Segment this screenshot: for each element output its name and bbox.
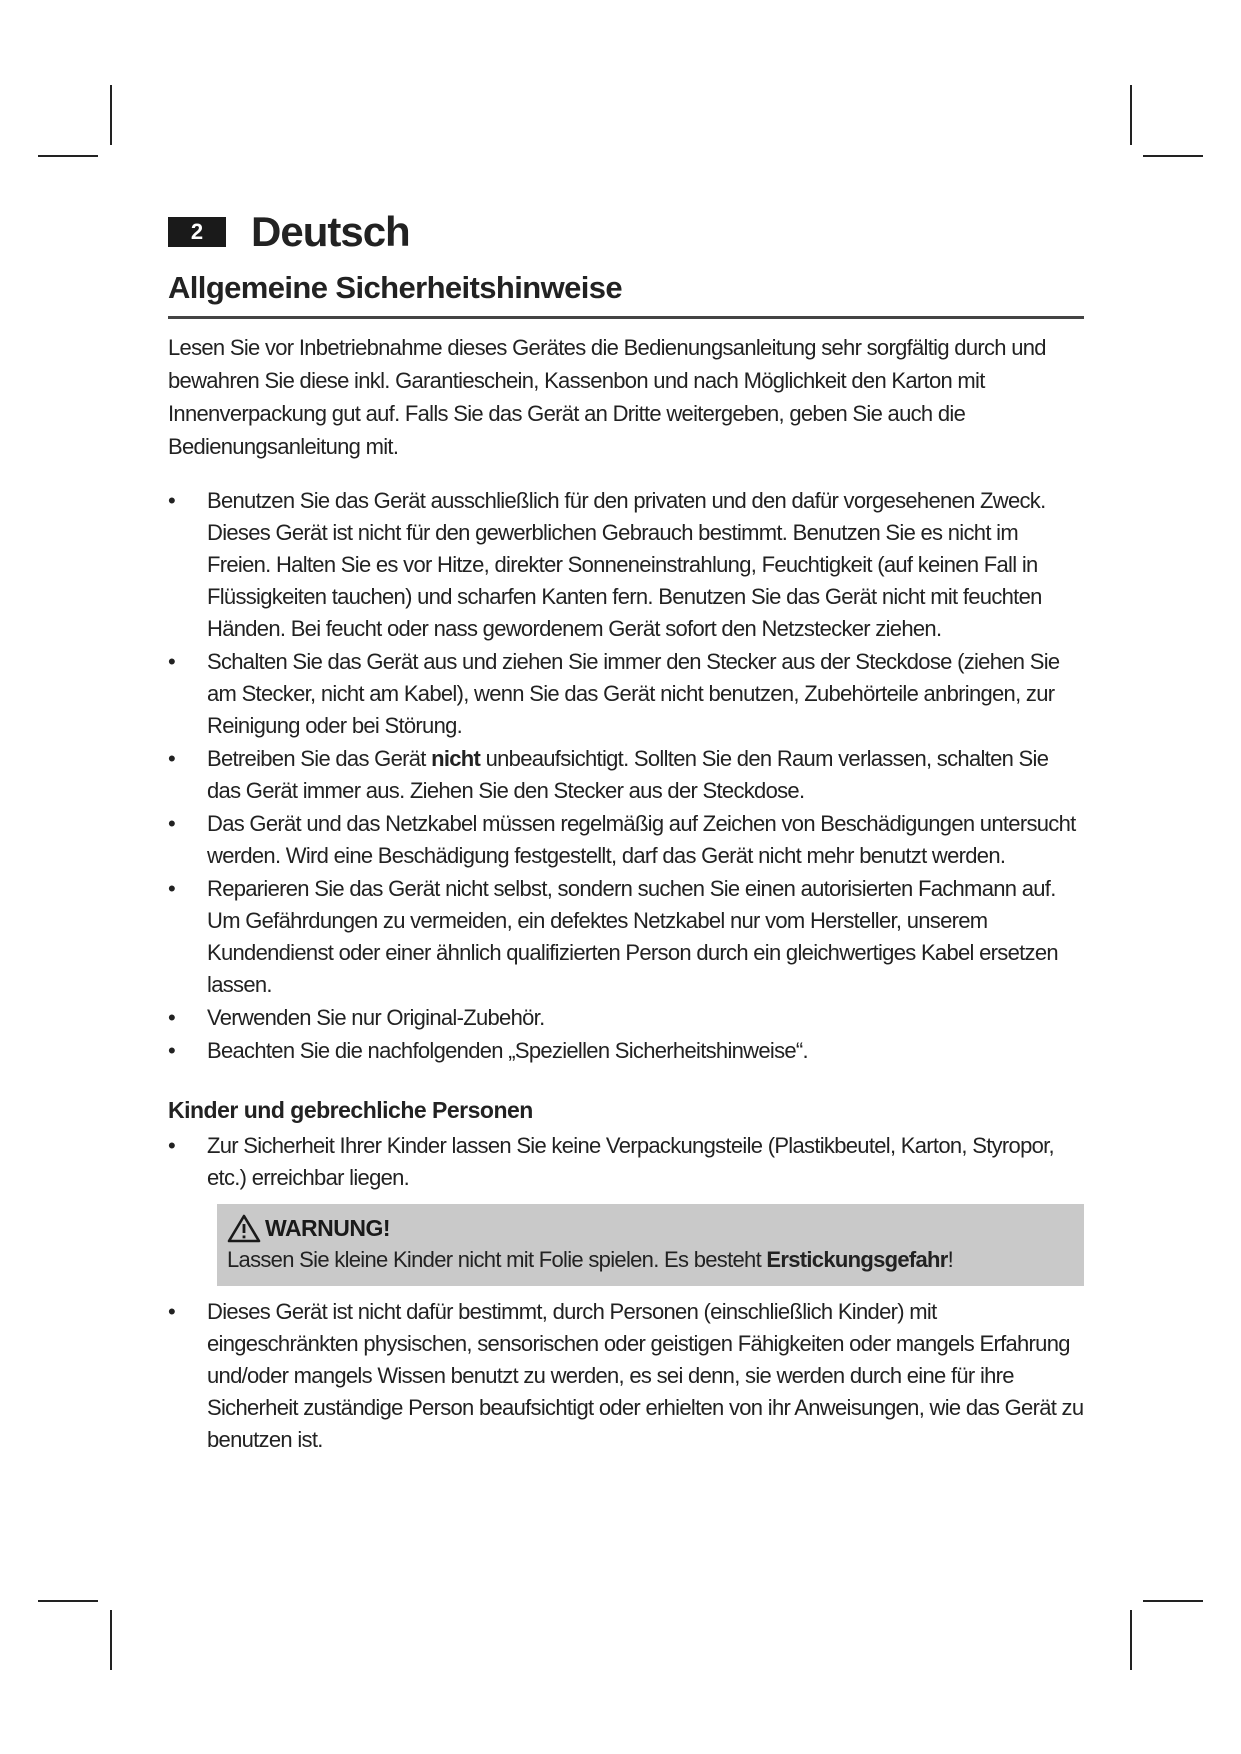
bullet-icon: • <box>168 876 176 901</box>
list-item <box>168 485 1084 645</box>
page-header <box>168 208 1084 256</box>
bullet-icon: • <box>168 746 176 771</box>
page-number-badge: 2 <box>168 217 226 247</box>
list-item-text: Verwenden Sie nur Original-Zubehör. <box>207 1005 545 1030</box>
list-item <box>168 1002 1084 1034</box>
crop-mark <box>1130 85 1132 145</box>
crop-mark <box>1130 1610 1132 1670</box>
list-item-text: Benutzen Sie das Gerät ausschließlich für den privaten und den dafür vorgesehenen Zweck. Dieses Gerät ist nicht für den gewerblichen Gebrauch bestimmt. Benutzen Sie es nicht im Freien. Halten Sie es vor Hitze, direkter Sonneneinstrahlung, Feuchtigkeit (auf keinen Fall in Flüssigkeiten tauchen) und scharfen Kanten fern. Benutzen Sie das Gerät nicht mit feuchten Händen. Bei feucht oder nass gewordenem Gerät sofort den Netzstecker ziehen. <box>207 488 1046 641</box>
list-item-text: Schalten Sie das Gerät aus und ziehen Sie immer den Stecker aus der Steckdose (ziehen Sie am Stecker, nicht am Kabel), wenn Sie das Gerät nicht benutzen, Zubehörteile anbringen, zur Reinigung oder bei Störung. <box>207 649 1060 738</box>
list-item-text: Beachten Sie die nachfolgenden „Speziellen Sicherheitshinweise“. <box>207 1038 808 1063</box>
list-item-text: Reparieren Sie das Gerät nicht selbst, sondern suchen Sie einen autorisierten Fachmann auf. Um Gefährdungen zu vermeiden, ein defektes Netzkabel nur vom Hersteller, unserem Kundendienst oder einer ähnlich qualifizierten Person durch ein gleichwertiges Kabel ersetzen lassen. <box>207 876 1058 997</box>
warning-title-row <box>227 1212 1074 1244</box>
safety-bullet-list <box>168 485 1084 1067</box>
list-item <box>168 1296 1084 1456</box>
crop-mark <box>38 155 98 157</box>
list-item <box>168 743 1084 807</box>
bullet-icon: • <box>168 811 176 836</box>
list-item <box>168 646 1084 742</box>
intro-paragraph: Lesen Sie vor Inbetriebnahme dieses Gerätes die Bedienungsanleitung sehr sorgfältig durch und bewahren Sie diese inkl. Garantieschein, Kassenbon und nach Möglichkeit den Karton mit Innenverpackung gut auf. Falls Sie das Gerät an Dritte weitergeben, geben Sie auch die Bedienungsanleitung mit. <box>168 335 1046 459</box>
bullet-icon: • <box>168 488 176 513</box>
warning-text-before: Lassen Sie kleine Kinder nicht mit Folie spielen. Es besteht <box>227 1247 767 1272</box>
bullet-icon: • <box>168 1038 176 1063</box>
warning-emphasis: Erstickungsgefahr <box>766 1247 948 1272</box>
children-bullet-list-2 <box>168 1296 1084 1456</box>
list-item <box>168 808 1084 872</box>
list-item-text-after: unbeaufsichtigt. Sollten Sie den Raum verlassen, schalten Sie das Gerät immer aus. Ziehen Sie den Stecker aus der Steckdose. <box>207 746 1049 803</box>
bullet-icon: • <box>168 1005 176 1030</box>
children-bullet-list <box>168 1130 1084 1194</box>
warning-box <box>217 1204 1084 1286</box>
bullet-icon: • <box>168 1299 176 1324</box>
crop-mark <box>1143 155 1203 157</box>
bullet-icon: • <box>168 1133 176 1158</box>
list-item-emphasis: nicht <box>431 746 481 771</box>
list-item <box>168 873 1084 1001</box>
warning-title: WARNUNG! <box>265 1214 391 1241</box>
list-item-text: Das Gerät und das Netzkabel müssen regelmäßig auf Zeichen von Beschädigungen untersucht werden. Wird eine Beschädigung festgestellt, darf das Gerät nicht mehr benutzt werden. <box>207 811 1076 868</box>
list-item-text: Zur Sicherheit Ihrer Kinder lassen Sie keine Verpackungsteile (Plastikbeutel, Karton, Styropor, etc.) erreichbar liegen. <box>207 1133 1054 1190</box>
list-item <box>168 1035 1084 1067</box>
warning-text <box>227 1244 1074 1276</box>
warning-triangle-icon <box>227 1213 261 1243</box>
list-item <box>168 1130 1084 1194</box>
language-title: Deutsch <box>251 208 410 255</box>
crop-mark <box>38 1600 98 1602</box>
crop-mark <box>1143 1600 1203 1602</box>
crop-mark <box>110 1610 112 1670</box>
page-content <box>168 208 1084 1457</box>
section-title: Allgemeine Sicherheitshinweise <box>168 270 1084 319</box>
crop-mark <box>110 85 112 145</box>
bullet-icon: • <box>168 649 176 674</box>
list-item-text: Dieses Gerät ist nicht dafür bestimmt, durch Personen (einschließlich Kinder) mit eingeschränkten physischen, sensorischen oder geistigen Fähigkeiten oder mangels Erfahrung und/oder mangels Wissen benutzt zu werden, es sei denn, sie werden durch eine für ihre Sicherheit zuständige Person beaufsichtigt oder erhielten von ihr Anweisungen, wie das Gerät zu benutzen ist. <box>207 1299 1084 1452</box>
warning-text-after: ! <box>947 1247 954 1272</box>
children-section-title: Kinder und gebrechliche Personen <box>168 1097 533 1123</box>
list-item-text-before: Betreiben Sie das Gerät <box>207 746 432 771</box>
